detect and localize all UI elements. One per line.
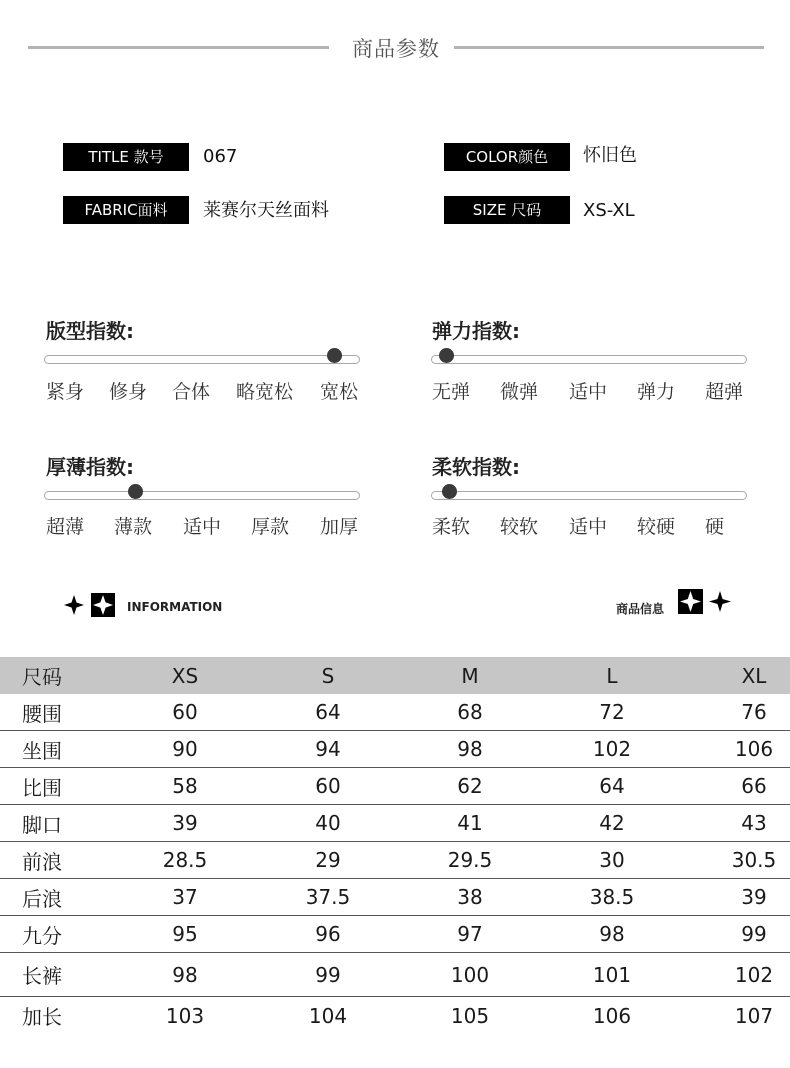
table-cell: 38.5 <box>589 885 635 909</box>
fit-index-title: 版型指数: <box>46 319 134 343</box>
stretch-index-title: 弹力指数: <box>432 319 520 343</box>
table-cell: 98 <box>457 737 483 761</box>
table-cell: 66 <box>741 774 767 798</box>
header-cell-size: 尺码 <box>22 665 62 689</box>
table-row <box>0 997 790 1034</box>
table-cell: 38 <box>457 885 483 909</box>
header-cell-xl: XL <box>741 663 767 688</box>
spec-value-color: 怀旧色 <box>583 145 637 166</box>
table-cell: 106 <box>592 1003 632 1028</box>
table-cell: 101 <box>592 962 632 987</box>
fit-label-2: 修身 <box>109 381 148 403</box>
softness-label-5: 硬 <box>705 516 725 538</box>
thickness-label-5: 加厚 <box>320 516 359 538</box>
table-cell: 106 <box>734 737 774 761</box>
table-cell: 60 <box>172 700 198 724</box>
fit-label-4: 略宽松 <box>236 381 294 403</box>
table-cell: 39 <box>172 811 198 835</box>
softness-label-4: 较硬 <box>637 516 676 538</box>
softness-label-2: 较软 <box>500 516 539 538</box>
table-cell: 102 <box>734 962 774 987</box>
thickness-label-1: 超薄 <box>46 516 85 538</box>
table-cell: 104 <box>308 1003 348 1028</box>
spec-tag-fabric: FABRIC面料 <box>63 196 189 224</box>
fit-label-1: 紧身 <box>46 381 85 403</box>
softness-label-1: 柔软 <box>432 516 471 538</box>
table-cell: 41 <box>457 811 483 835</box>
header-divider-left <box>28 46 329 49</box>
size-table <box>0 657 790 1034</box>
spec-tag-size: SIZE 尺码 <box>444 196 570 224</box>
fit-index-track <box>44 355 360 364</box>
table-cell: 100 <box>450 962 490 987</box>
table-cell: 30.5 <box>731 848 777 872</box>
table-cell: 96 <box>315 922 341 946</box>
row-label: 比围 <box>22 775 62 800</box>
table-cell: 64 <box>599 774 625 798</box>
header-cell-m: M <box>461 663 479 688</box>
stretch-index-track <box>431 355 747 364</box>
fit-label-3: 合体 <box>172 381 211 403</box>
table-cell: 58 <box>172 774 198 798</box>
table-cell: 39 <box>741 885 767 909</box>
table-row <box>0 694 790 731</box>
row-label: 加长 <box>22 1005 62 1029</box>
thickness-label-4: 厚款 <box>251 516 290 538</box>
table-cell: 99 <box>315 962 341 987</box>
table-cell: 43 <box>741 811 767 835</box>
table-cell: 98 <box>599 922 625 946</box>
softness-label-3: 适中 <box>569 516 608 538</box>
row-label: 长裤 <box>22 964 62 988</box>
table-cell: 37 <box>172 885 198 909</box>
table-row <box>0 731 790 768</box>
row-label: 腰围 <box>22 701 62 726</box>
softness-index-title: 柔软指数: <box>432 455 520 479</box>
thickness-index-track <box>44 491 360 500</box>
stretch-label-5: 超弹 <box>705 381 744 403</box>
table-cell: 40 <box>315 811 341 835</box>
table-row <box>0 879 790 916</box>
table-cell: 105 <box>450 1003 490 1028</box>
table-row <box>0 768 790 805</box>
size-table-header <box>0 657 790 694</box>
softness-index-track <box>431 491 747 500</box>
row-label: 坐围 <box>22 738 62 763</box>
stretch-label-3: 适中 <box>569 381 608 403</box>
sparkle-icon <box>64 592 120 618</box>
table-cell: 62 <box>457 774 483 798</box>
table-cell: 72 <box>599 700 625 724</box>
table-cell: 64 <box>315 700 341 724</box>
table-cell: 28.5 <box>162 848 208 872</box>
header-divider-right <box>454 46 764 49</box>
table-row <box>0 916 790 953</box>
row-label: 后浪 <box>22 886 62 911</box>
information-label: INFORMATION <box>127 600 223 614</box>
header-cell-xs: XS <box>171 663 199 688</box>
spec-tag-color: COLOR颜色 <box>444 143 570 171</box>
row-label: 前浪 <box>22 849 62 874</box>
stretch-label-1: 无弹 <box>432 381 471 403</box>
sparkle-icon-right <box>677 588 733 616</box>
table-cell: 42 <box>599 811 625 835</box>
table-cell: 99 <box>741 922 767 946</box>
header-cell-l: L <box>606 663 618 688</box>
row-label: 脚口 <box>22 812 62 837</box>
table-cell: 97 <box>457 922 483 946</box>
table-cell: 95 <box>172 922 198 946</box>
table-cell: 29.5 <box>447 848 493 872</box>
page-title: 商品参数 <box>352 37 440 61</box>
fit-label-5: 宽松 <box>320 381 359 403</box>
table-cell: 90 <box>172 737 198 761</box>
table-cell: 107 <box>734 1003 774 1028</box>
spec-value-size: XS-XL <box>583 200 635 221</box>
table-cell: 98 <box>172 962 198 987</box>
spec-value-title: 067 <box>203 146 238 167</box>
table-cell: 76 <box>741 700 767 724</box>
table-cell: 37.5 <box>305 885 351 909</box>
header-cell-s: S <box>321 663 335 688</box>
table-cell: 103 <box>165 1003 205 1028</box>
table-cell: 68 <box>457 700 483 724</box>
stretch-label-4: 弹力 <box>637 381 676 403</box>
spec-tag-title: TITLE 款号 <box>63 143 189 171</box>
table-row <box>0 842 790 879</box>
table-cell: 30 <box>599 848 625 872</box>
spec-value-fabric: 莱赛尔天丝面料 <box>203 200 329 221</box>
table-cell: 102 <box>592 737 632 761</box>
thickness-label-2: 薄款 <box>114 516 153 538</box>
table-row <box>0 805 790 842</box>
row-label: 九分 <box>22 923 62 948</box>
product-info-label: 商品信息 <box>616 602 665 616</box>
stretch-label-2: 微弹 <box>500 381 539 403</box>
table-cell: 60 <box>315 774 341 798</box>
thickness-index-title: 厚薄指数: <box>46 455 134 479</box>
table-cell: 94 <box>315 737 341 761</box>
table-row <box>0 953 790 997</box>
table-cell: 29 <box>315 848 341 872</box>
thickness-label-3: 适中 <box>183 516 222 538</box>
